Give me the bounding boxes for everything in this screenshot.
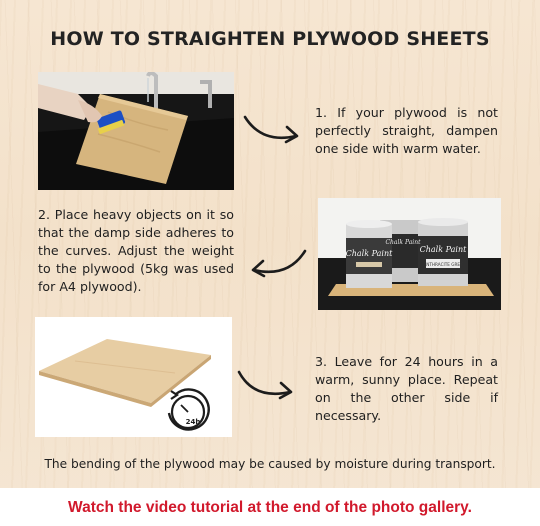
video-tutorial-note: Watch the video tutorial at the end of the photo gallery.	[68, 499, 472, 516]
timer-label: 24h	[185, 418, 201, 426]
step-2-text: 2. Place heavy objects on it so that the damp side adheres to the curves. Adjust the weight to the plywood (5kg was used for A4 plywood).	[38, 207, 234, 294]
footnote: The bending of the plywood may be caused by moisture during transport.	[44, 457, 496, 471]
can-color-label: ANTHRACITE GREY	[423, 262, 463, 267]
photo-flat-plywood	[35, 317, 232, 437]
curved-arrow-left-icon	[248, 246, 308, 280]
page-title: HOW TO STRAIGHTEN PLYWOOD SHEETS	[50, 28, 490, 50]
curved-arrow-right-icon	[236, 368, 296, 402]
curved-arrow-right-icon	[242, 112, 302, 146]
step-1-text: 1. If your plywood is not perfectly straight, dampen one side with warm water.	[315, 105, 498, 156]
can-label-3: Chalk Paint	[419, 245, 467, 254]
photo-dampen-plywood	[38, 72, 234, 190]
step-3-text: 3. Leave for 24 hours in a warm, sunny place. Repeat on the other side if necessary.	[315, 354, 498, 423]
clock-icon	[169, 389, 209, 429]
photo-weights-on-plywood	[318, 198, 501, 310]
can-label-1: Chalk Paint	[345, 249, 393, 258]
can-label-2: Chalk Paint	[385, 239, 421, 246]
